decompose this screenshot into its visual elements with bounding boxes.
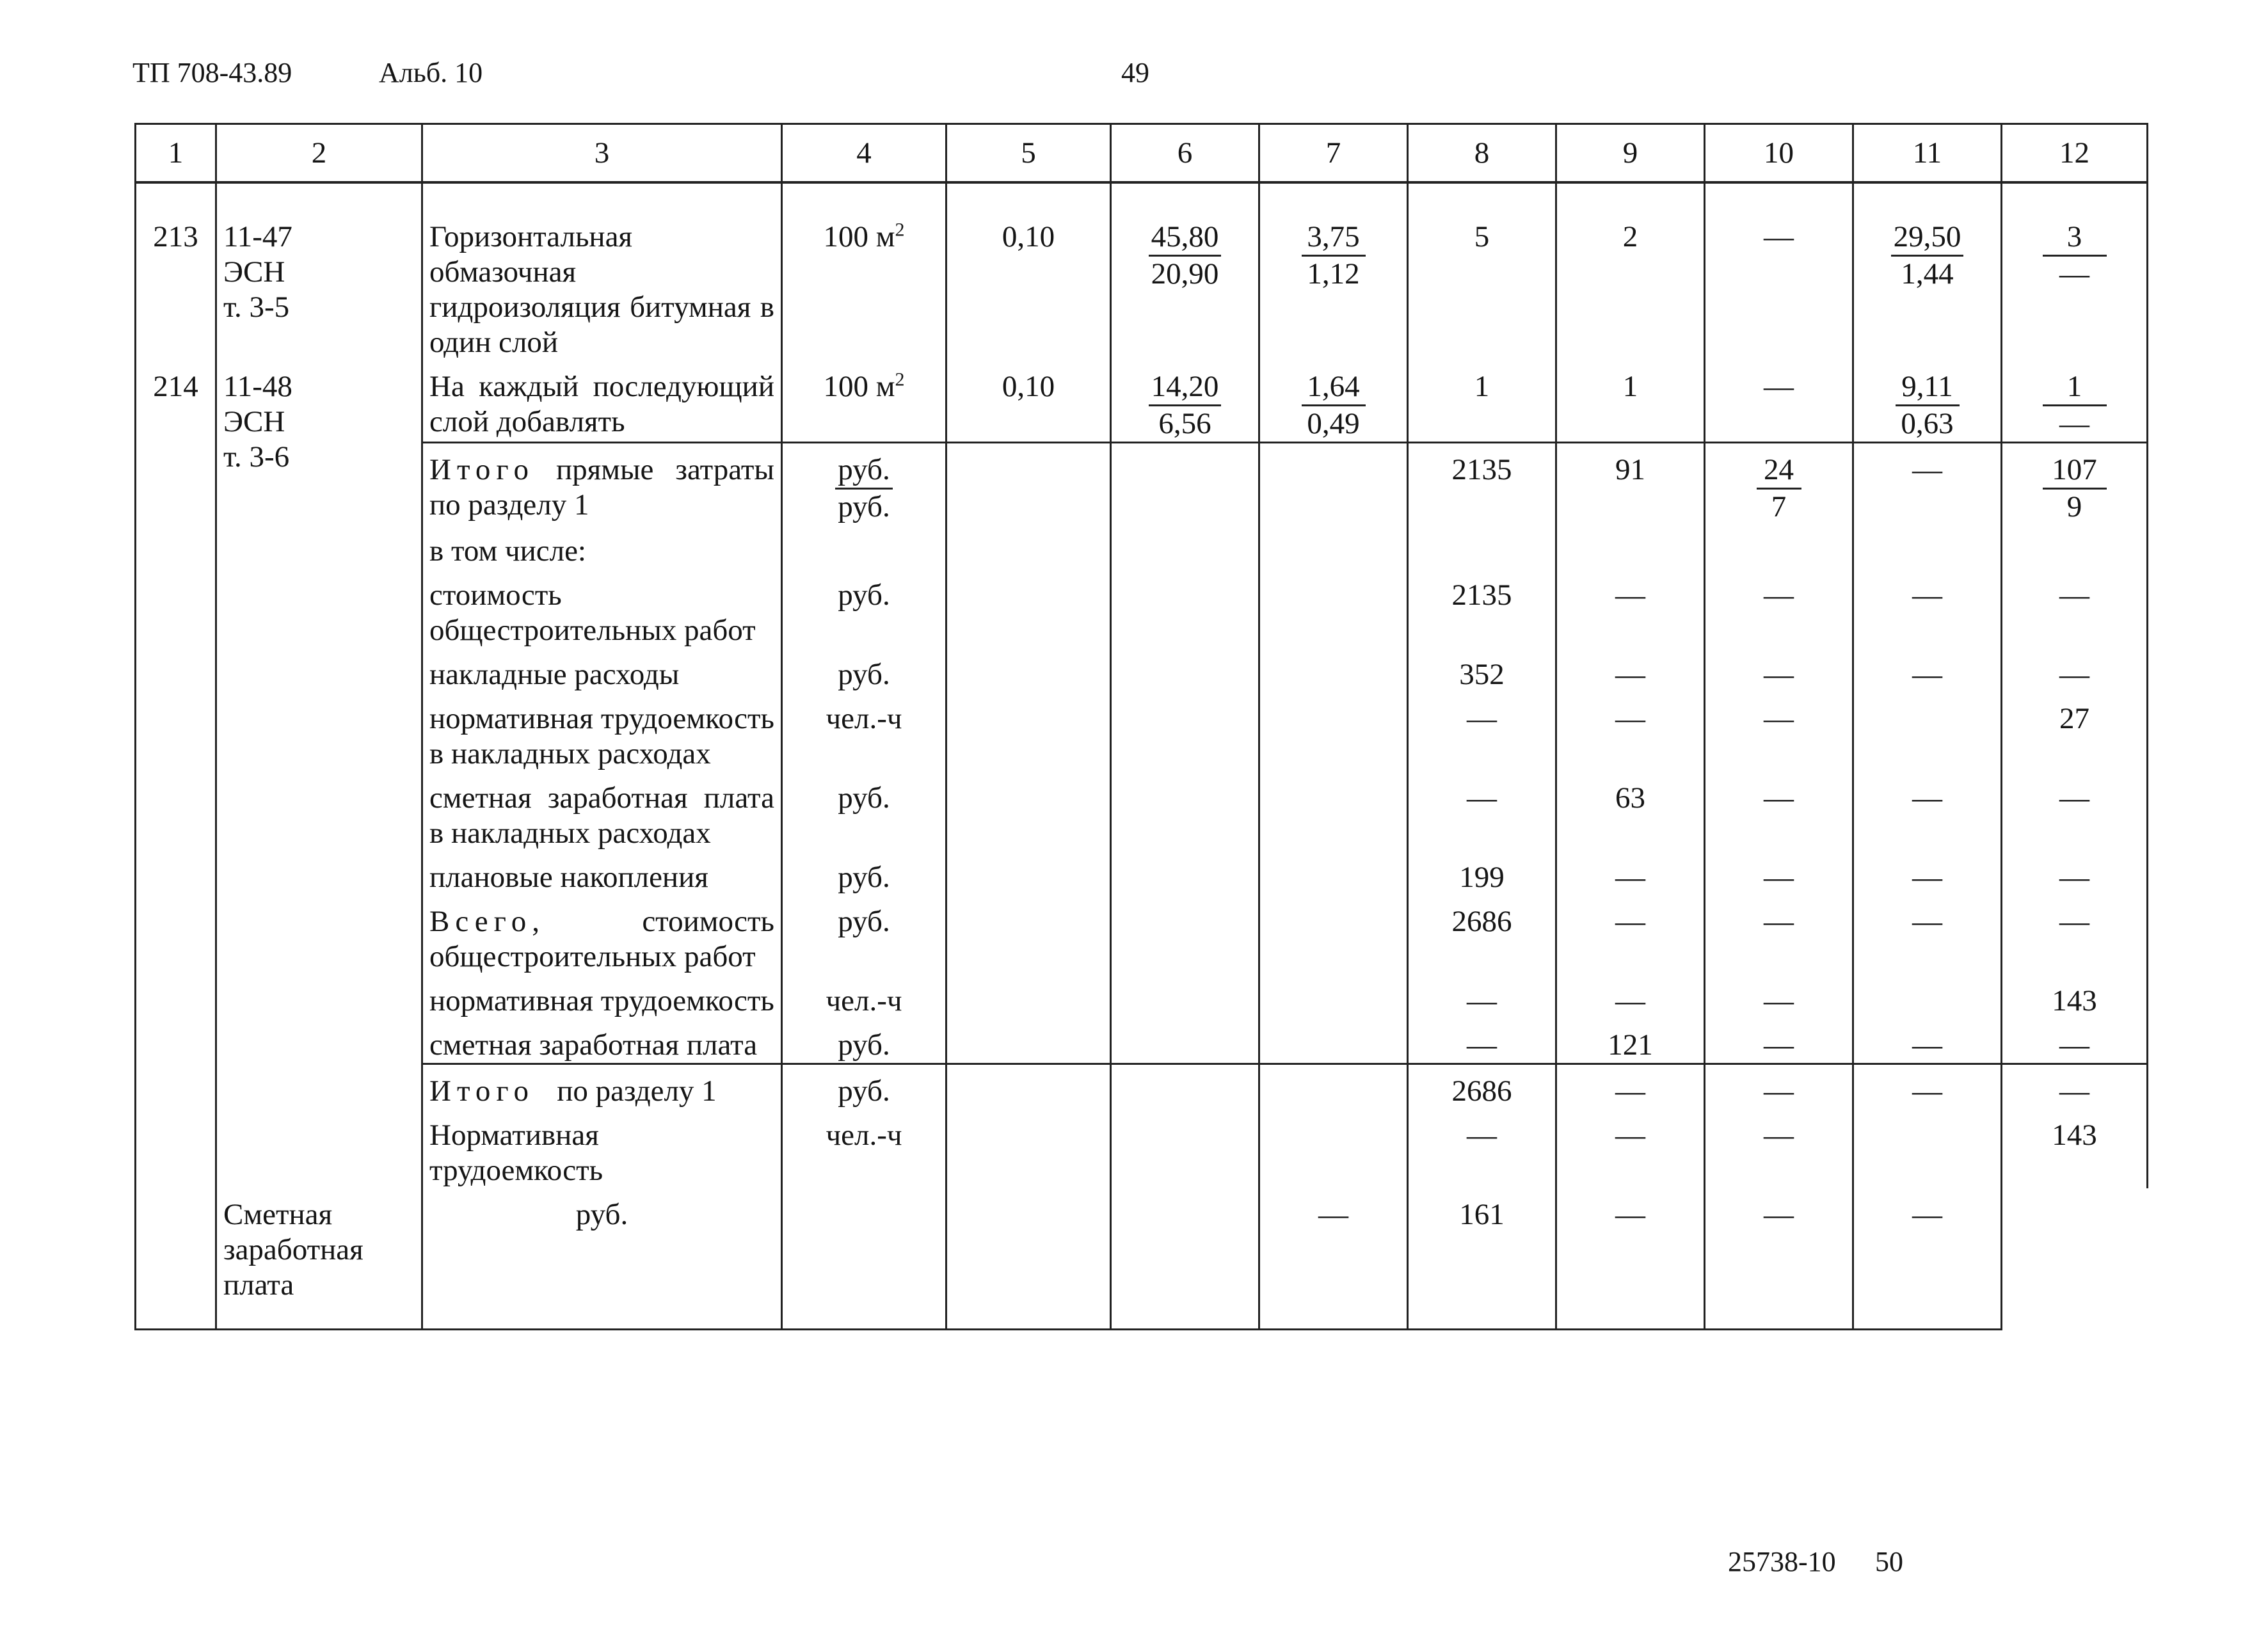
row-label: стоимость общестроительных работ	[422, 569, 782, 648]
table-row	[136, 692, 2148, 772]
page-number: 49	[1121, 57, 1149, 88]
col8-value: —	[1408, 1019, 1556, 1064]
col11-value: —	[1853, 772, 2002, 851]
item-number: 214	[136, 360, 216, 443]
col9-value: 161	[1408, 1188, 1556, 1330]
document-code: ТП 708-43.89	[132, 57, 292, 88]
col7-value: $\frac{1,64}{0,49}$	[1259, 360, 1408, 443]
unit: чел.-ч	[782, 975, 946, 1019]
album-number: Альб. 10	[379, 57, 483, 88]
col10-value: —	[1705, 975, 1853, 1019]
unit: 100 $м^2$	[782, 360, 946, 443]
unit: руб.	[782, 648, 946, 692]
col10-value: —	[1705, 1019, 1853, 1064]
col10-value: —	[1705, 360, 1853, 443]
row-label: Нормативная трудоемкость	[422, 1109, 782, 1188]
col-header-7: 7	[1259, 124, 1408, 183]
col9-value: 2	[1556, 182, 1705, 360]
col11-value: —	[1853, 569, 2002, 648]
col12-value: 143	[2002, 975, 2148, 1019]
col11-value	[1853, 1109, 2002, 1188]
table-row	[136, 772, 2148, 851]
unit: руб.	[782, 1019, 946, 1064]
table-row	[136, 182, 2148, 360]
empty-cell	[946, 443, 1111, 525]
row-label: Сметная заработная плата	[216, 1188, 422, 1330]
norm-code	[216, 360, 422, 1188]
col-header-6: 6	[1111, 124, 1259, 183]
col10-value: —	[1556, 1188, 1705, 1330]
col8-value: —	[1408, 772, 1556, 851]
empty-cell	[136, 443, 216, 525]
empty-cell	[1259, 443, 1408, 525]
row-label: нормативная трудоемкость в накладных расходах	[422, 692, 782, 772]
col12-value: —	[2002, 895, 2148, 975]
col8-value: —	[1408, 975, 1556, 1019]
empty-cell	[136, 525, 216, 569]
total-label: Итого прямые затраты по разделу 1	[422, 443, 782, 525]
col10-value: —	[1705, 772, 1853, 851]
section-total-label: Итого по разделу 1	[422, 1064, 782, 1110]
table-row	[136, 1019, 2148, 1064]
table-row	[136, 975, 2148, 1019]
col11-value: —	[1853, 1019, 2002, 1064]
section-total-row	[136, 1064, 2148, 1110]
table-row	[136, 525, 2148, 569]
col10-value: —	[1705, 569, 1853, 648]
col-header-10: 10	[1705, 124, 1853, 183]
norm-code-source: ЭСН	[223, 405, 285, 438]
col11-value: $\frac{29,50}{1,44}$	[1853, 182, 2002, 360]
row-label: сметная заработная плата	[422, 1019, 782, 1064]
col9-value: 1	[1556, 360, 1705, 443]
unit: чел.-ч	[782, 692, 946, 772]
col10-value: $\frac{24}{7}$	[1705, 443, 1853, 525]
empty-cell	[1111, 443, 1259, 525]
col11-value: $\frac{9,11}{0,63}$	[1853, 360, 2002, 443]
col8-value: —	[1408, 692, 1556, 772]
col8-value: 1	[1408, 360, 1556, 443]
col9-value: —	[1556, 1109, 1705, 1188]
col9-value: 121	[1556, 1019, 1705, 1064]
col10-value: —	[1705, 895, 1853, 975]
subheading: в том числе:	[422, 525, 782, 569]
quantity: 0,10	[946, 182, 1111, 360]
norm-code-table: т. 3-6	[223, 440, 290, 474]
col9-value: —	[1556, 975, 1705, 1019]
col11-value	[1853, 975, 2002, 1019]
col12-value: —	[2002, 569, 2148, 648]
work-description: На каждый последующий слой добавлять	[422, 360, 782, 443]
col10-value: —	[1705, 1109, 1853, 1188]
unit: руб.	[782, 772, 946, 851]
col12-value: $\frac{3}{—}$	[2002, 182, 2148, 360]
row-label: Всего, стоимость общестроительных работ	[422, 895, 782, 975]
col-header-5: 5	[946, 124, 1111, 183]
col8-value: 5	[1408, 182, 1556, 360]
col9-value: 63	[1556, 772, 1705, 851]
norm-code-number: 11-47	[223, 220, 292, 253]
col-header-9: 9	[1556, 124, 1705, 183]
col12-value: —	[2002, 851, 2148, 895]
row-label: сметная заработная плата в накладных расходах	[422, 772, 782, 851]
col11-value: —	[1853, 851, 2002, 895]
col11-value: —	[1853, 648, 2002, 692]
unit: руб.	[782, 895, 946, 975]
row-label: нормативная трудоемкость	[422, 975, 782, 1019]
col9-value: —	[1556, 648, 1705, 692]
table-row	[136, 360, 2148, 443]
col-header-1: 1	[136, 124, 216, 183]
row-label: накладные расходы	[422, 648, 782, 692]
col10-value: —	[1705, 692, 1853, 772]
col12-value: —	[1853, 1188, 2002, 1330]
unit: руб.	[782, 569, 946, 648]
direct-costs-total-row	[136, 443, 2148, 525]
col9-value: —	[1556, 1064, 1705, 1110]
col6-value: $\frac{45,80}{20,90}$	[1111, 182, 1259, 360]
col10-value: —	[1705, 648, 1853, 692]
item-number: 213	[136, 182, 216, 360]
col8-value: 199	[1408, 851, 1556, 895]
table-row	[136, 851, 2148, 895]
col9-value: —	[1556, 692, 1705, 772]
norm-code-table: т. 3-5	[223, 291, 290, 324]
col9-value: —	[1556, 569, 1705, 648]
col12-value: 27	[2002, 692, 2148, 772]
col11-value: —	[1853, 1064, 2002, 1110]
col11-value	[1853, 692, 2002, 772]
col-header-8: 8	[1408, 124, 1556, 183]
col7-value: $\frac{3,75}{1,12}$	[1259, 182, 1408, 360]
col8-value: 2686	[1408, 1064, 1556, 1110]
work-description: Горизонтальная обмазочная гидроизоляция битумная в один слой	[422, 182, 782, 360]
col-header-12: 12	[2002, 124, 2148, 183]
norm-code-source: ЭСН	[223, 255, 285, 289]
col-header-4: 4	[782, 124, 946, 183]
norm-code	[216, 182, 422, 360]
unit: чел.-ч	[782, 1109, 946, 1188]
col11-value: —	[1705, 1188, 1853, 1330]
table-row	[136, 1109, 2148, 1188]
col-header-3: 3	[422, 124, 782, 183]
quantity: 0,10	[946, 360, 1111, 443]
col-header-11: 11	[1853, 124, 2002, 183]
column-number-row	[136, 124, 2148, 183]
unit: $\frac{\text{руб.}}{\text{руб.}}$	[782, 443, 946, 525]
norm-code-number: 11-48	[223, 370, 292, 403]
order-code: 25738-10	[1728, 1546, 1836, 1577]
col12-value: —	[2002, 1064, 2148, 1110]
table-row	[136, 569, 2148, 648]
col8-value: 2135	[1408, 443, 1556, 525]
col10-value: —	[1705, 182, 1853, 360]
col8-value: 352	[1408, 648, 1556, 692]
unit: руб.	[422, 1188, 782, 1330]
estimate-table	[134, 123, 2148, 1330]
col12-value: 143	[2002, 1109, 2148, 1188]
row-label: плановые накопления	[422, 851, 782, 895]
col8-value: 2686	[1408, 895, 1556, 975]
col8-value: —	[1259, 1188, 1408, 1330]
col10-value: —	[1705, 851, 1853, 895]
unit: 100 $м^2$	[782, 182, 946, 360]
col8-value: —	[1408, 1109, 1556, 1188]
col10-value: —	[1705, 1064, 1853, 1110]
table-row	[136, 648, 2148, 692]
table-row	[136, 1188, 2148, 1330]
col12-value: —	[2002, 1019, 2148, 1064]
col11-value: —	[1853, 443, 2002, 525]
col-header-2: 2	[216, 124, 422, 183]
col11-value: —	[1853, 895, 2002, 975]
unit: руб.	[782, 1064, 946, 1110]
grand-total-row	[136, 895, 2148, 975]
col12-value: $\frac{1}{—}$	[2002, 360, 2148, 443]
col9-value: —	[1556, 895, 1705, 975]
col12-value: —	[2002, 648, 2148, 692]
unit: руб.	[782, 851, 946, 895]
col6-value: $\frac{14,20}{6,56}$	[1111, 360, 1259, 443]
col9-value: 91	[1556, 443, 1705, 525]
col12-value: $\frac{107}{9}$	[2002, 443, 2148, 525]
col8-value: 2135	[1408, 569, 1556, 648]
footer-page-number: 50	[1875, 1546, 1903, 1577]
col9-value: —	[1556, 851, 1705, 895]
col12-value: —	[2002, 772, 2148, 851]
